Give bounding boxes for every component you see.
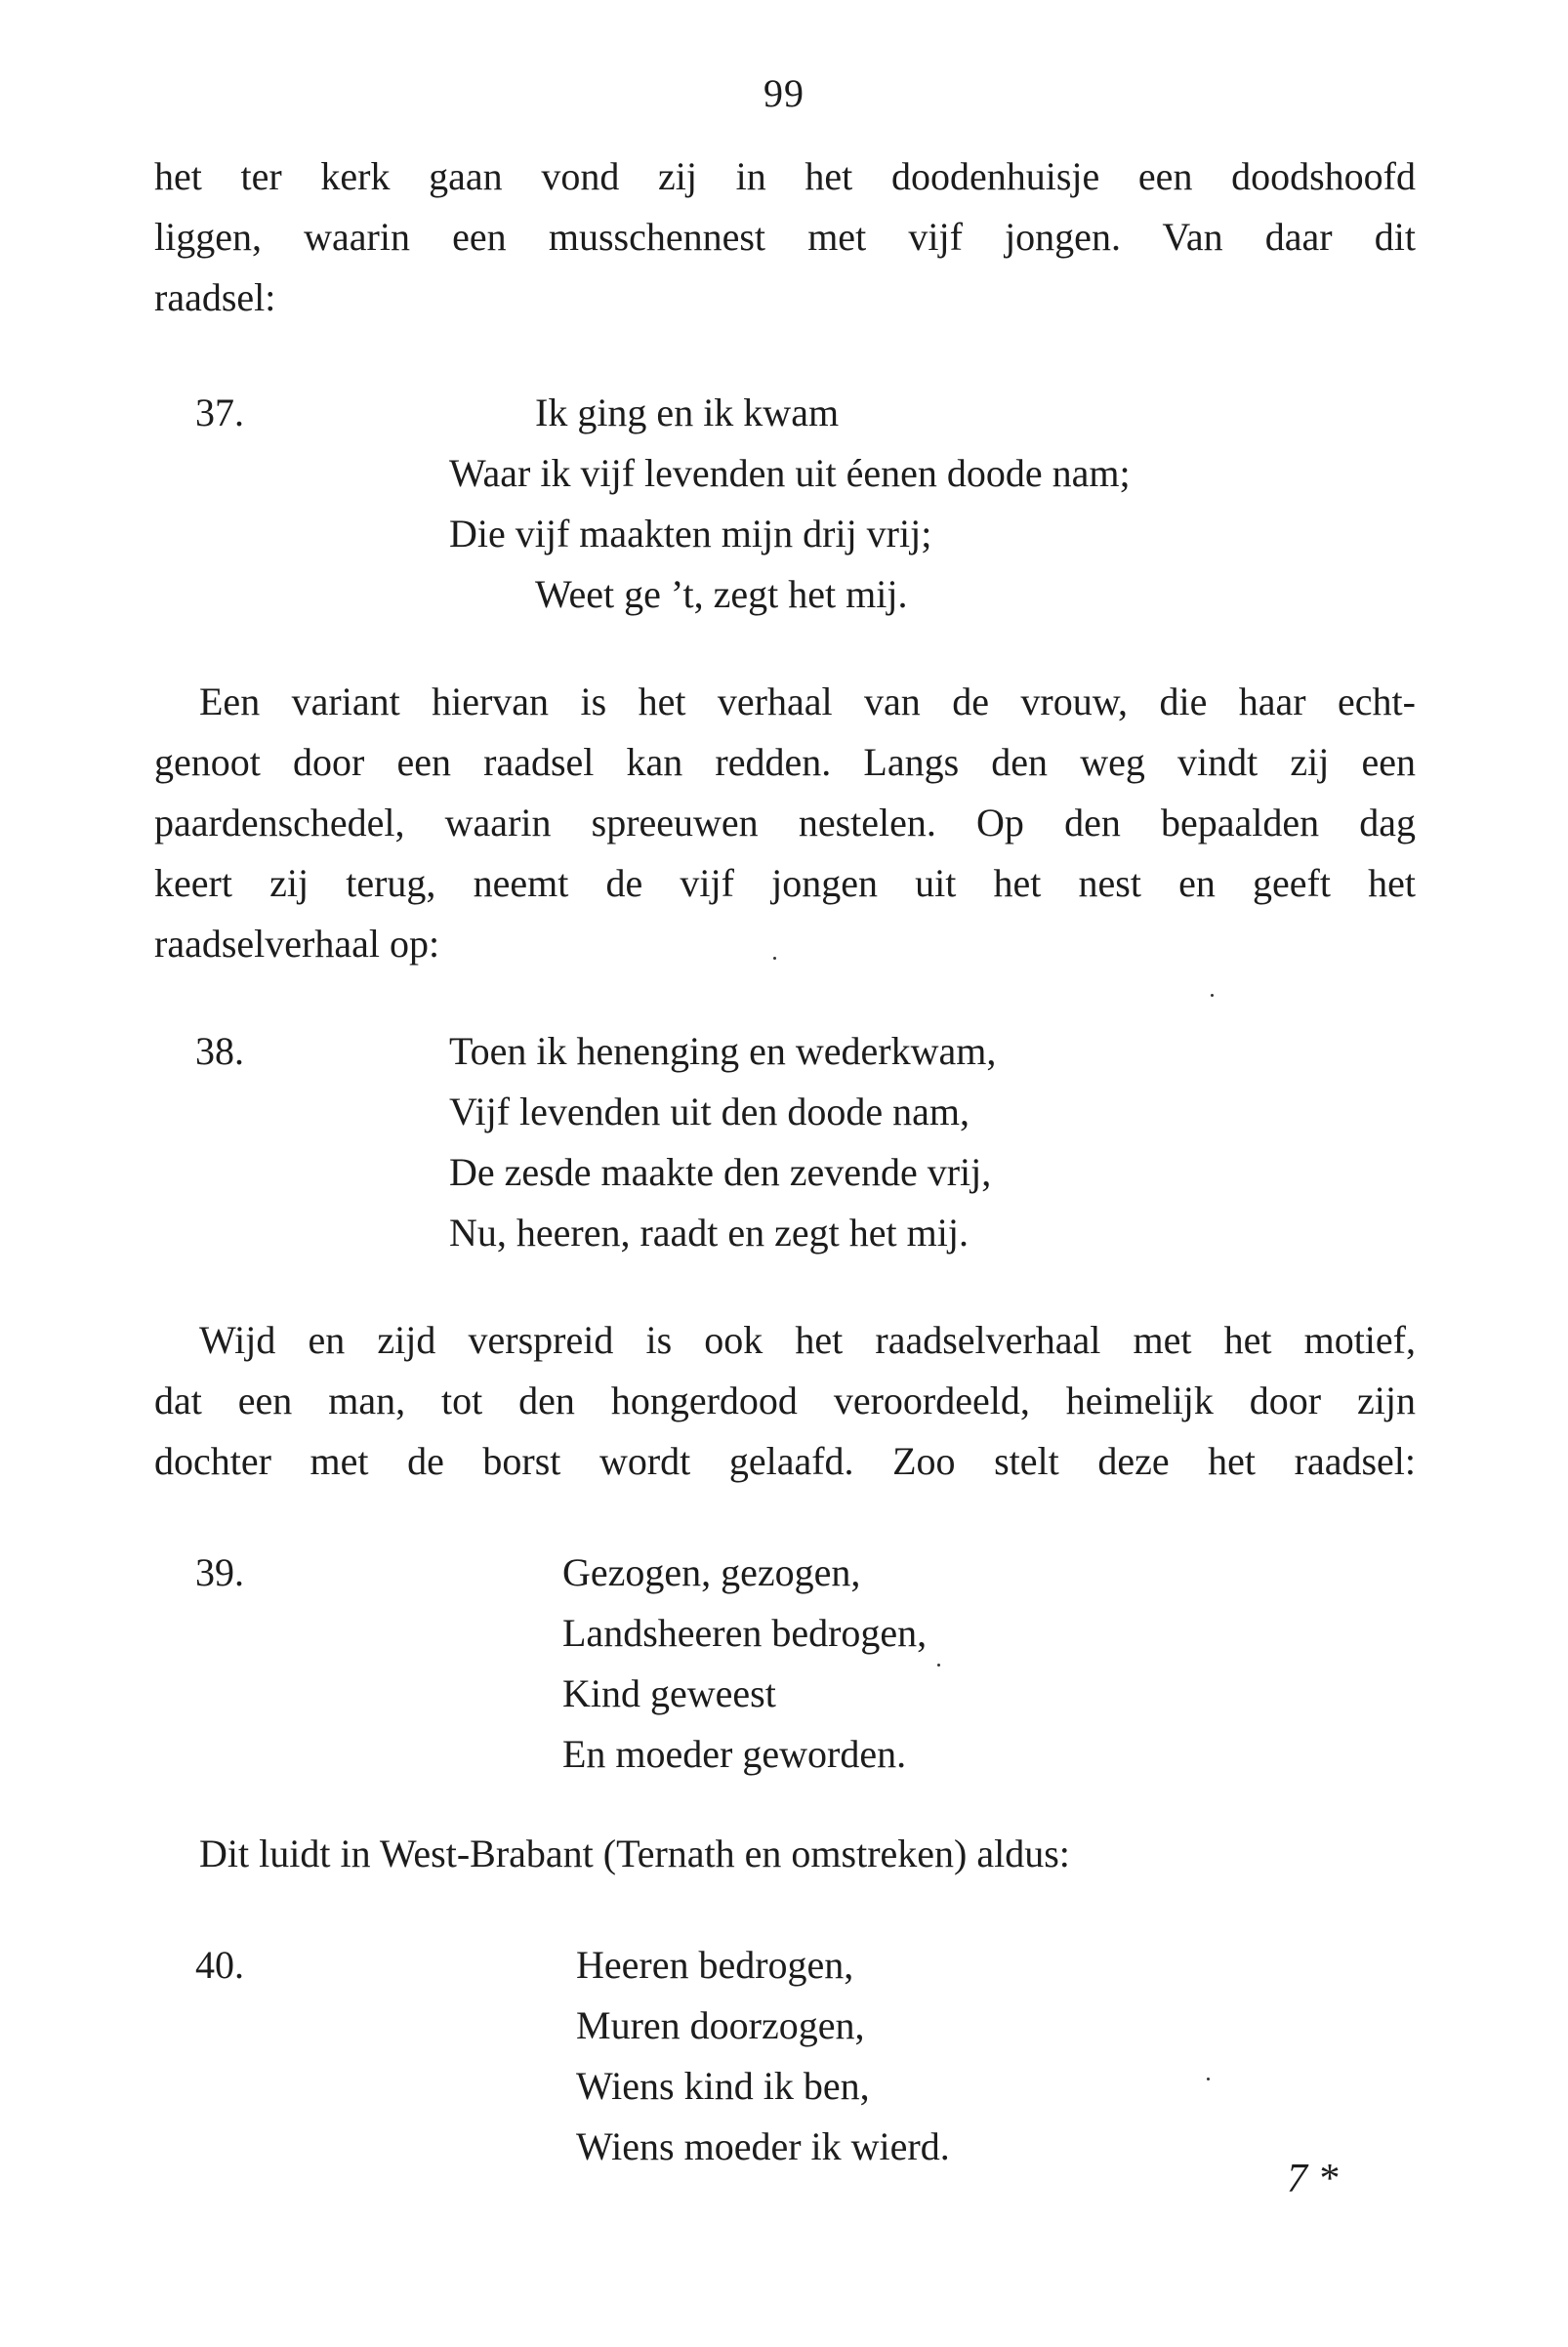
riddle-number: 40. bbox=[195, 1943, 244, 1987]
riddle-number: 39. bbox=[195, 1550, 244, 1594]
verse-line: Weet ge ’t, zegt het mij. bbox=[535, 572, 908, 616]
paragraph-line: dochter met de borst wordt gelaafd. Zoo stelt deze het raadsel: bbox=[154, 1439, 1416, 1483]
print-speck bbox=[1211, 994, 1214, 997]
verse-line: Waar ik vijf levenden uit éenen doode nam; bbox=[449, 451, 1131, 495]
paragraph-line: raadselverhaal op: bbox=[154, 922, 440, 966]
paragraph-1 bbox=[154, 146, 1416, 328]
verse-line: Wiens kind ik ben, bbox=[576, 2064, 870, 2108]
print-speck bbox=[773, 957, 776, 960]
verse-line: Kind geweest bbox=[562, 1671, 776, 1715]
verse-line: Die vijf maakten mijn drij vrij; bbox=[449, 512, 932, 556]
paragraph-line: Wijd en zijd verspreid is ook het raadselverhaal met het motief, bbox=[199, 1318, 1416, 1362]
verse-line: Landsheeren bedrogen, bbox=[562, 1611, 928, 1655]
paragraph-line: Een variant hiervan is het verhaal van de vrouw, die haar echt- bbox=[199, 679, 1416, 723]
verse-line: Muren doorzogen, bbox=[576, 2003, 865, 2047]
riddle-number: 38. bbox=[195, 1029, 244, 1073]
verse-line: Nu, heeren, raadt en zegt het mij. bbox=[449, 1211, 969, 1255]
paragraph-3 bbox=[154, 1310, 1416, 1492]
paragraph-line: raadsel: bbox=[154, 275, 276, 319]
verse-line: Vijf levenden uit den doode nam, bbox=[449, 1090, 970, 1133]
paragraph-line: liggen, waarin een musschennest met vijf jongen. Van daar dit bbox=[154, 215, 1416, 259]
signature-mark: 7 * bbox=[1287, 2157, 1339, 2202]
paragraph-line: het ter kerk gaan vond zij in het doodenhuisje een doodshoofd bbox=[154, 154, 1416, 198]
verse-line: Toen ik henenging en wederkwam, bbox=[449, 1029, 997, 1073]
paragraph-line: dat een man, tot den hongerdood veroordeeld, heimelijk door zijn bbox=[154, 1379, 1416, 1422]
paragraph-line: genoot door een raadsel kan redden. Langs den weg vindt zij een bbox=[154, 740, 1416, 784]
paragraph-4 bbox=[154, 1824, 1416, 1884]
verse-line: Ik ging en ik kwam bbox=[535, 391, 840, 434]
page-number: 99 bbox=[763, 71, 805, 115]
verse-line: En moeder geworden. bbox=[562, 1732, 907, 1776]
verse-line: Wiens moeder ik wierd. bbox=[576, 2124, 950, 2168]
paragraph-line: paardenschedel, waarin spreeuwen nestelen. Op den bepaalden dag bbox=[154, 801, 1416, 844]
print-speck bbox=[937, 1664, 940, 1667]
riddle-number: 37. bbox=[195, 391, 244, 434]
verse-line: Gezogen, gezogen, bbox=[562, 1550, 861, 1594]
verse-line: De zesde maakte den zevende vrij, bbox=[449, 1150, 992, 1194]
paragraph-line: Dit luidt in West-Brabant (Ternath en omstreken) aldus: bbox=[199, 1832, 1070, 1875]
verse-line: Heeren bedrogen, bbox=[576, 1943, 854, 1987]
paragraph-line: keert zij terug, neemt de vijf jongen uit het nest en geeft het bbox=[154, 861, 1416, 905]
print-speck bbox=[1207, 2078, 1210, 2080]
paragraph-2 bbox=[154, 672, 1416, 974]
